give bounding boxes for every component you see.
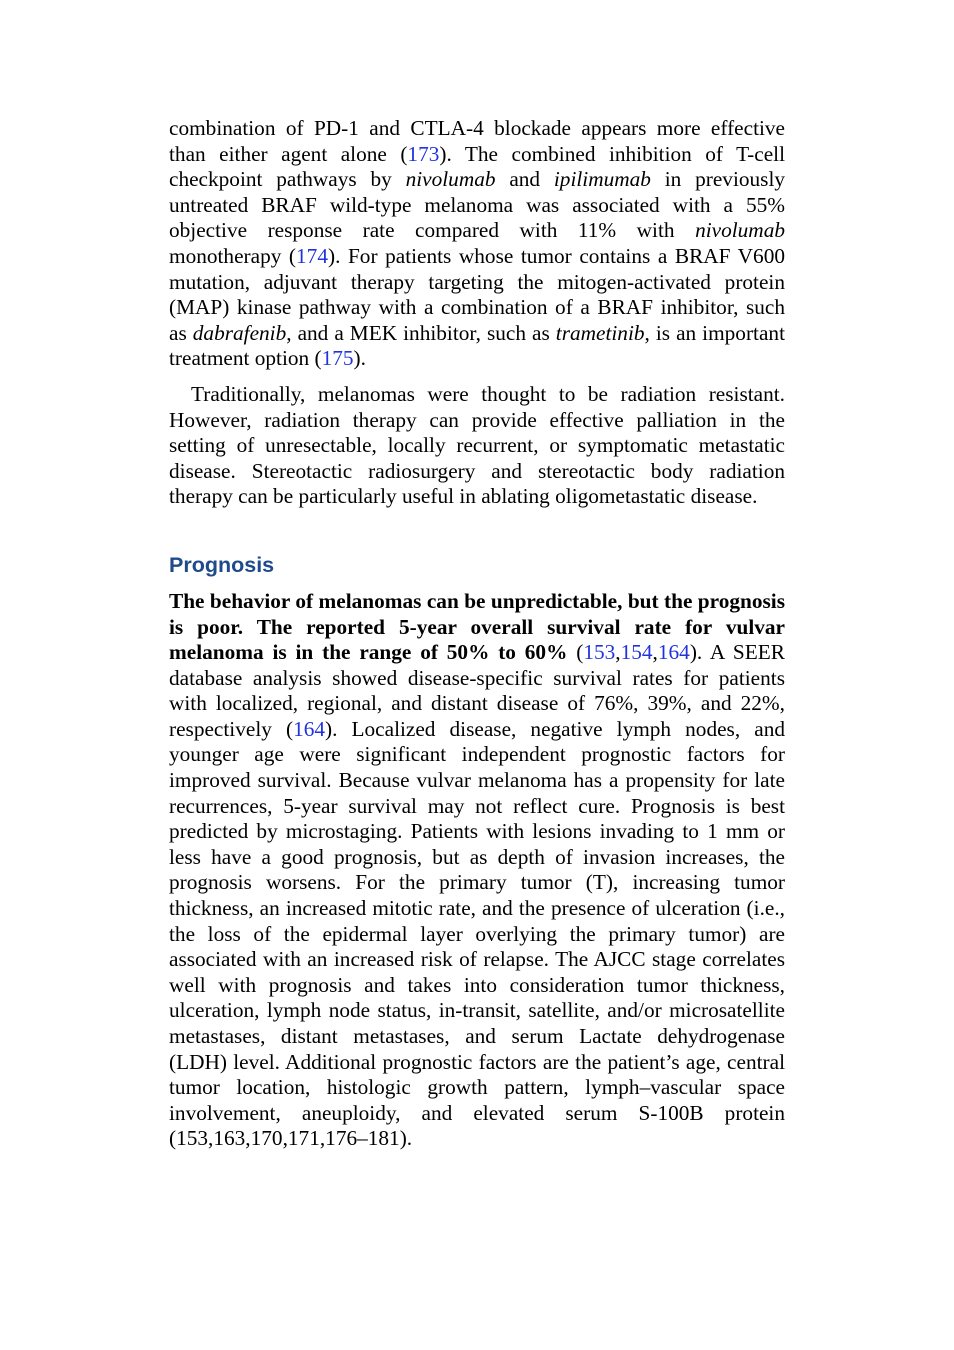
text: ). A SEER database analysis showed disease-specific survival rates for patients with localized, regional, and distant disease of 76%, 39%, and 22%, respectively ( bbox=[169, 640, 786, 741]
drug-name: nivolumab bbox=[405, 167, 496, 192]
text: ). The combined inhibition of T-cell checkpoint pathways by bbox=[169, 141, 785, 192]
reference-link[interactable]: 153 bbox=[583, 640, 616, 665]
text: monotherapy ( bbox=[169, 243, 297, 268]
text: ). Localized disease, negative lymph nodes, and younger age were significant independent prognostic factors for improved survival. Because vulvar melanoma has a propensity for late recurrences, 5-year survival may not reflect cure. Prognosis is best predicted by microstaging. Patients with lesions invading to 1 mm or less have a good prognosis, but as depth of invasion increases, the prognosis worsens. For the primary tumor (T), increasing tumor thickness, an increased mitotic rate, and the presence of ulceration (i.e., the loss of the epidermal layer overlying the primary tumor) are associated with an increased risk of relapse. The AJCC stage correlates well with prognosis and takes into consideration tumor thickness, ulceration, lymph node status, in-transit, satellite, and/or microsatellite metastases, distant metastases, and serum Lactate dehydrogenase (LDH) level. Additional prognostic factors are the patient’s age, central tumor location, histologic growth pattern, lymph–vascular space involvement, aneuploidy, and elevated serum S-100B protein bbox=[169, 716, 785, 1125]
reference-link[interactable]: 173 bbox=[407, 141, 440, 166]
reference-link[interactable]: 154 bbox=[620, 640, 653, 665]
text: ). For patients whose tumor contains a BRAF V600 mutation, adjuvant therapy targeting the mitogen-activated protein (MAP) kinase pathway with a combination of a BRAF inhibitor, such as bbox=[169, 243, 785, 345]
drug-name: dabrafenib bbox=[192, 320, 287, 345]
reference-link[interactable]: 164 bbox=[657, 640, 690, 665]
drug-name: ipilimumab bbox=[553, 167, 651, 192]
reference-list: (153,163,170,171,176–181). bbox=[169, 1126, 413, 1151]
lead-statement: The behavior of melanomas can be unpredictable, but the prognosis is poor. The reported 5-year overall survival rate for vulvar melanoma is in the range of 50% to 60% bbox=[169, 588, 785, 665]
text: , is an important treatment option ( bbox=[169, 320, 785, 371]
text: , bbox=[615, 640, 621, 665]
reference-link[interactable]: 174 bbox=[296, 243, 328, 268]
paragraph-immunotherapy bbox=[169, 116, 785, 372]
text: combination of PD-1 and CTLA-4 blockade appears more effective than either agent alone ( bbox=[169, 116, 785, 166]
drug-name: nivolumab bbox=[695, 218, 785, 243]
text: , and a MEK inhibitor, such as bbox=[286, 320, 556, 345]
reference-link[interactable]: 175 bbox=[321, 346, 354, 371]
drug-name: trametinib bbox=[555, 320, 645, 345]
page-content bbox=[169, 116, 785, 1152]
text: , bbox=[652, 640, 658, 665]
text: ( bbox=[567, 640, 584, 665]
paragraph-radiation: Traditionally, melanomas were thought to be radiation resistant. However, radiation therapy can provide effective palliation in the setting of unresectable, locally recurrent, or symptomatic metastatic disease. Stereotactic radiosurgery and stereotactic body radiation therapy can be particularly useful in ablating oligometastatic disease. bbox=[169, 381, 785, 509]
text: in previously untreated BRAF wild-type melanoma was associated with a 55% objective response rate compared with 11% with bbox=[169, 167, 786, 243]
reference-link[interactable]: 164 bbox=[293, 716, 326, 741]
paragraph-prognosis bbox=[169, 589, 785, 1152]
text: and bbox=[495, 167, 554, 192]
text: ). bbox=[353, 346, 366, 371]
section-heading-prognosis: Prognosis bbox=[169, 552, 275, 577]
